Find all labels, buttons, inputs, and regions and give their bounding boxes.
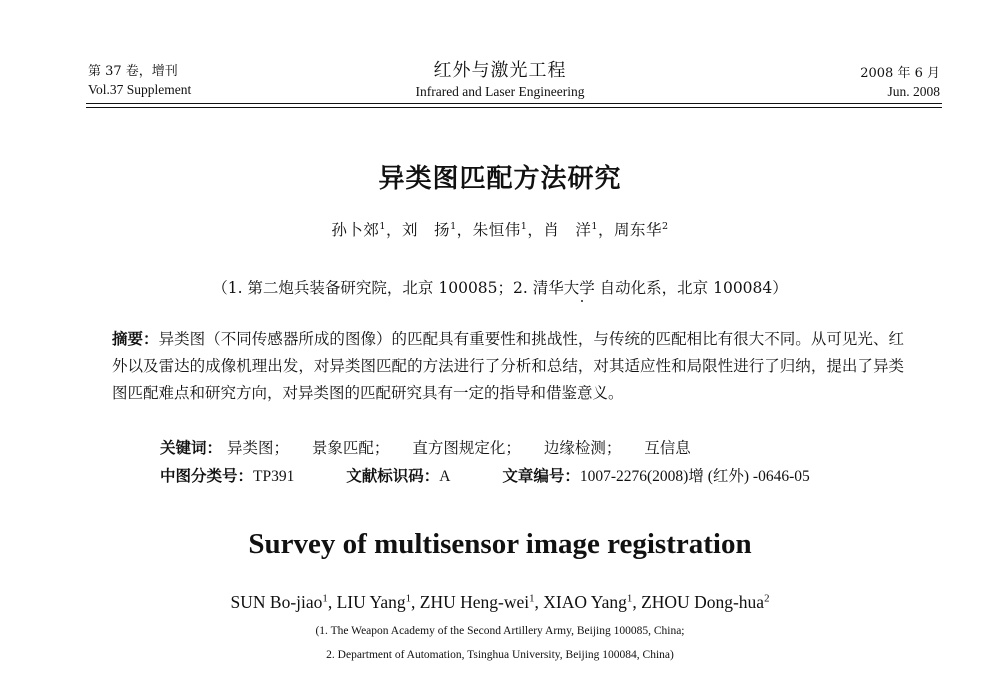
issue-date-en: Jun. 2008 <box>887 84 940 99</box>
author-cn: 刘 扬$^1$， <box>402 221 473 239</box>
authors-cn <box>0 218 1000 240</box>
article-title-cn: 异类图匹配方法研究 <box>378 164 622 194</box>
author-en: ZHU Heng-wei$^1$, <box>419 592 544 612</box>
scan-dot <box>581 300 583 302</box>
keywords-cn <box>160 437 709 459</box>
journal-title-en: Infrared and Laser Engineering <box>415 84 585 99</box>
clc-label: 中图分类号： <box>160 467 254 485</box>
author-cn: 孙卜郊$^1$， <box>331 221 403 239</box>
abstract-label: 摘要： <box>112 330 159 348</box>
volume-cn: 第 37 卷，增刊 <box>88 64 178 79</box>
author-en: XIAO Yang$^1$, <box>543 592 642 612</box>
author-en: LIU Yang$^1$, <box>336 592 420 612</box>
article-title-en: Survey of multisensor image registration <box>248 528 752 560</box>
author-cn: 肖 洋$^1$， <box>543 221 614 239</box>
abstract-text: 异类图（不同传感器所成的图像）的匹配具有重要性和挑战性，与传统的匹配相比有很大不同。从可见光、红外以及雷达的成像机理出发，对异类图匹配的方法进行了分析和总结，对其适应性和局限性进行了归纳，提出了异类图匹配难点和研究方向，对异类图的匹配研究具有一定的指导和借鉴意义。 <box>112 330 904 402</box>
keyword: 互信息 <box>644 439 691 457</box>
keyword: 直方图规定化； <box>412 439 521 457</box>
keywords-label: 关键词： <box>160 439 223 457</box>
affiliation-en-2: 2. Department of Automation, Tsinghua University, Beijing 100084, China) <box>326 649 674 661</box>
author-cn: 朱恒伟$^1$， <box>472 221 544 239</box>
volume-en: Vol.37 Supplement <box>88 82 192 97</box>
clc-value: TP391 <box>253 468 295 485</box>
classification-line <box>160 465 810 488</box>
author-cn: 周东华$^2$ <box>613 221 669 239</box>
author-en: SUN Bo-jiao$^1$, <box>230 592 337 612</box>
header-rule-top <box>86 103 942 104</box>
author-en: ZHOU Dong-hua$^2$ <box>641 592 770 612</box>
doc-code-value: A <box>439 468 451 485</box>
affiliation-en-1: (1. The Weapon Academy of the Second Artillery Army, Beijing 100085, China; <box>315 625 685 637</box>
header-rule-bottom <box>86 107 942 108</box>
doc-code-label: 文献标识码： <box>346 467 440 485</box>
abstract-cn <box>112 326 904 407</box>
authors-en <box>0 592 1000 613</box>
keyword: 景象匹配； <box>311 439 390 457</box>
keyword: 边缘检测； <box>543 439 622 457</box>
keyword: 异类图； <box>226 439 289 457</box>
article-no-label: 文章编号： <box>502 467 580 485</box>
journal-title-cn: 红外与激光工程 <box>433 60 567 81</box>
issue-date-cn: 2008 年 6 月 <box>860 66 940 81</box>
affiliations-cn: （1. 第二炮兵装备研究院，北京 100085；2. 清华大学 自动化系，北京 100084） <box>212 279 788 297</box>
article-no-value: 1007-2276(2008)增 (红外) -0646-05 <box>579 468 810 485</box>
